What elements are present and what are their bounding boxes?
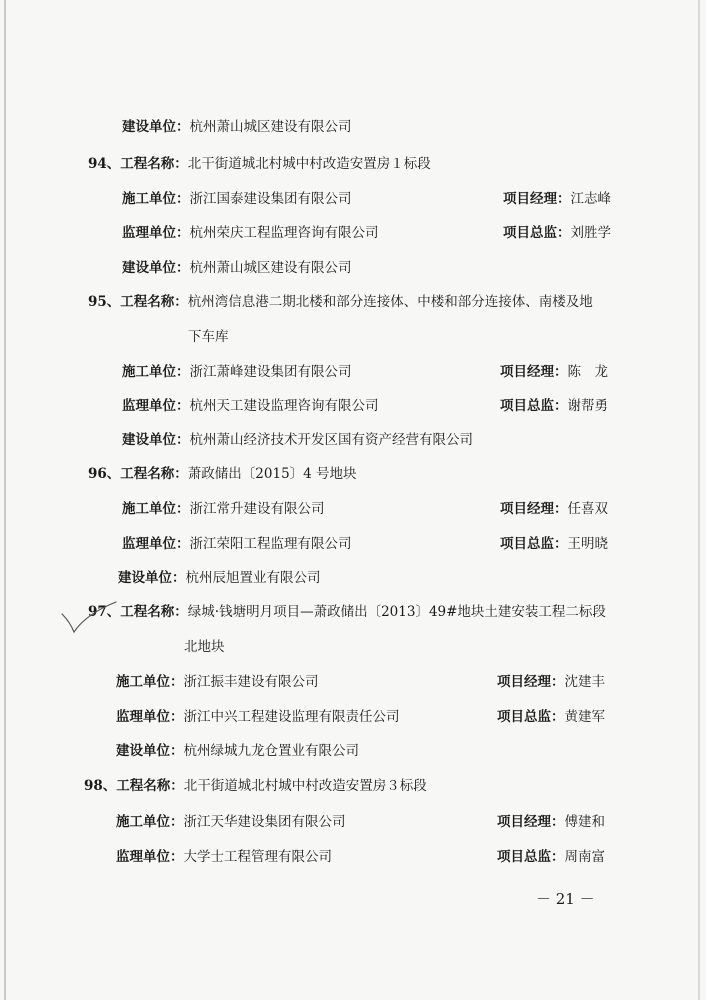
page-number: － 21 － [536, 890, 595, 908]
contractor-line: 施工单位：浙江振丰建设有限公司 [116, 674, 319, 690]
project-name-line: 94、工程名称：北干街道城北村城中村改造安置房１标段 [88, 156, 431, 172]
supervisor-line: 监理单位：大学士工程管理有限公司 [116, 849, 332, 865]
project-manager: 项目经理：沈建丰 [497, 674, 605, 690]
handwritten-check-mark [60, 600, 120, 640]
project-name-line: 97、工程名称：绿城·钱塘明月项目—萧政储出〔2013〕49#地块土建安装工程二标段 [88, 604, 606, 620]
project-name-line: 96、工程名称：萧政储出〔2015〕4 号地块 [88, 466, 357, 482]
contractor-line: 施工单位：浙江萧峰建设集团有限公司 [122, 364, 352, 380]
project-name-line: 98、工程名称：北干街道城北村城中村改造安置房３标段 [84, 778, 427, 794]
contractor-line: 施工单位：浙江常升建设有限公司 [122, 501, 325, 517]
supervisor-line: 监理单位：浙江荣阳工程监理有限公司 [122, 536, 352, 552]
supervisor-line: 监理单位：杭州荣庆工程监理咨询有限公司 [122, 225, 379, 241]
project-manager: 项目经理：陈 龙 [500, 364, 608, 380]
project-name-cont: 北地块 [184, 639, 225, 655]
project-name-cont: 下车库 [188, 329, 229, 345]
chief-supervisor: 项目总监：周南富 [497, 849, 605, 865]
supervisor-line: 监理单位：浙江中兴工程建设监理有限责任公司 [116, 709, 400, 725]
scan-edge-left [4, 0, 6, 1000]
supervisor-line: 监理单位：杭州天工建设监理咨询有限公司 [122, 398, 379, 414]
builder-line: 建设单位：杭州辰旭置业有限公司 [118, 570, 321, 586]
chief-supervisor: 项目总监：谢帮勇 [500, 398, 608, 414]
builder-line: 建设单位：杭州绿城九龙仓置业有限公司 [116, 743, 359, 759]
contractor-line: 施工单位：浙江国泰建设集团有限公司 [122, 191, 352, 207]
project-manager: 项目经理：傅建和 [497, 814, 605, 830]
builder-line: 建设单位：杭州萧山城区建设有限公司 [122, 260, 352, 276]
chief-supervisor: 项目总监：王明晓 [500, 536, 608, 552]
builder-line: 建设单位：杭州萧山经济技术开发区国有资产经营有限公司 [122, 432, 473, 448]
chief-supervisor: 项目总监：黄建军 [497, 709, 605, 725]
builder-line: 建设单位：杭州萧山城区建设有限公司 [122, 119, 352, 135]
scan-edge-right [698, 0, 700, 1000]
project-manager: 项目经理：任喜双 [500, 501, 608, 517]
chief-supervisor: 项目总监：刘胜学 [503, 225, 611, 241]
contractor-line: 施工单位：浙江天华建设集团有限公司 [116, 814, 346, 830]
project-manager: 项目经理：江志峰 [503, 191, 611, 207]
project-name-line: 95、工程名称：杭州湾信息港二期北楼和部分连接体、中楼和部分连接体、南楼及地 [88, 294, 593, 310]
